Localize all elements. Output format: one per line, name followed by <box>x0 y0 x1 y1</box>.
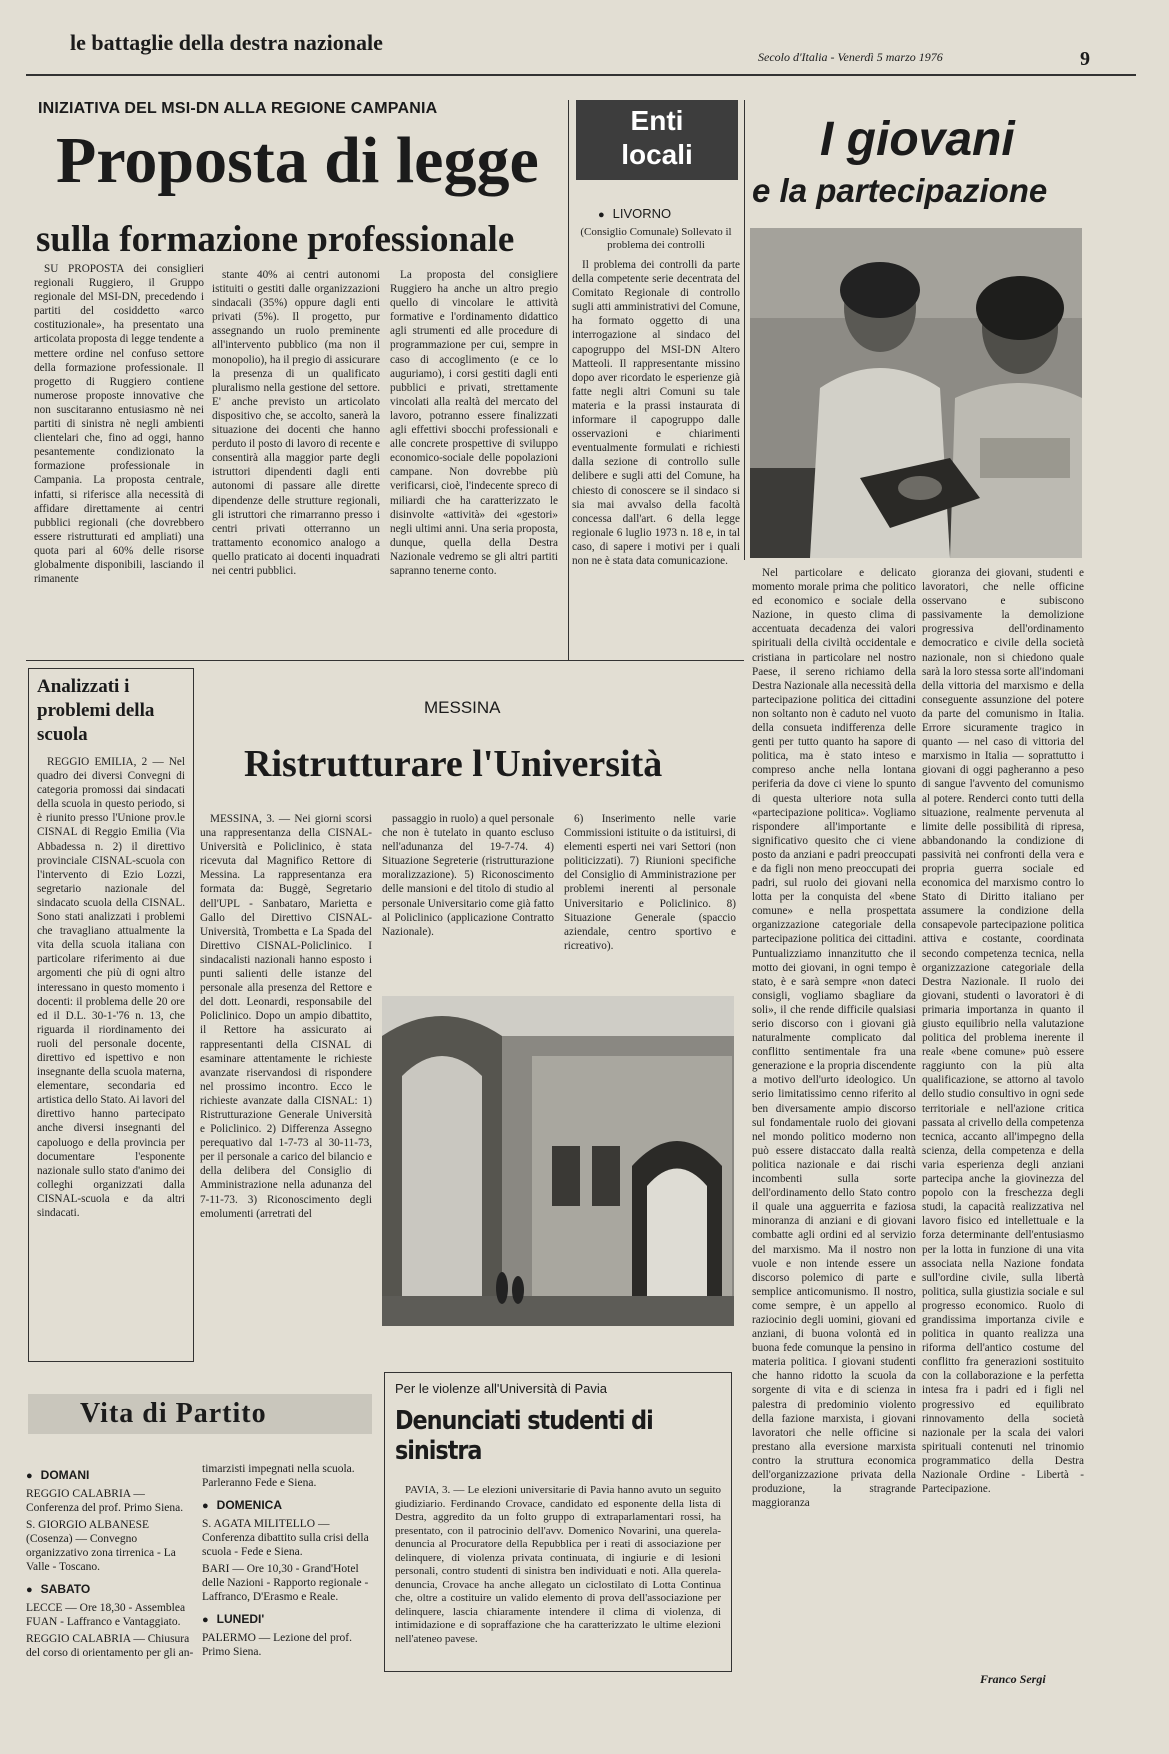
enti-sub: (Consiglio Comunale) Sollevato il problema dei controlli <box>580 226 732 251</box>
universita-col-3 <box>564 812 736 992</box>
giovani-col-2 <box>922 566 1084 1668</box>
vita-partito-title: Vita di Partito <box>80 1398 267 1429</box>
scuola-body <box>37 755 185 1355</box>
calendar-day: ● LUNEDI' <box>202 1612 372 1627</box>
masthead-rule <box>26 74 1136 76</box>
enti-place <box>598 206 671 221</box>
col-divider <box>568 100 569 660</box>
calendar-event: S. AGATA MILITELLO — Conferenza dibattito sulla crisi della scuola - Fede e Siena. <box>202 1518 369 1558</box>
calendar-event: LECCE — Ore 18,30 - Assemblea FUAN - Laffranco e Vantaggiato. <box>26 1602 186 1628</box>
enti-place-text: LIVORNO <box>612 206 672 221</box>
giovani-col-2-text: gioranza dei giovani, studenti e lavoratori, che nelle officine osservano e subiscono passivamente la demolizione progressiva dell'ordinamento democratico e civile della società nazionale, non si chiedono quale sarà la loro stessa sorte all'indomani della vittoria del marxismo e della conseguente assunzione del potere da parte del comunismo in Italia. Errore sicuramente tragico in quanto — nel caso di vittoria del marxismo in Italia — soprattutto i giovani di oggi pagheranno a peso di sangue l'avvento del comunismo al potere. Renderci conto tutti della situazione, realmente pervenuta al limite delle possibilità di ripresa, abbandonando la condizione di passività nei confronti della vera e propria guerra sociale ed economica del marxismo contro lo Stato di Diritto italiano per assumere la condizione della consapevole partecipazione politica attiva e costante, coordinata secondo competenza tecnica, nella organizzazione categoriale della Destra Nazionale. Il ruolo dei giovani, studenti o lavoratori è di primaria importanza in quanto il giusto equilibrio nella valutazione politica del problema inerente il reale «bene comune» può essere raggiunto con la più alta qualificazione, se attorno al tavolo dello studio consultivo in ogni sede territoriale e nell'azione critica passata al crivello della competenza tecnica, accanto all'impegno della scienza, della competenza e della varia esperienza degli anziani partecipa anche la giovinezza del popolo con la freschezza degli studi, la capacità realizzativa nel lavoro fisico ed intellettuale e la forza determinante dell'entusiasmo per la lotta in funzione di una vita associata nella Nazione fondata sull'ordine civile, sulla libertà politica, sulla giustizia sociale e sul progresso economico. Ruolo di grandissima importanza civile e politica in quanto realizza una riforma dell'antico costume del conflitto fra generazioni sostituito con la collaborazione e la perfetta intesa fra i padri ed i figli nel progressivo ed equilibrato rinnovamento della società nazionale per la scala dei valori spirituali contenuti nel trinomio programmatico della Destra Nazionale Ordine - Libertà - Partecipazione. <box>922 567 1084 1496</box>
section-title: le battaglie della destra nazionale <box>70 30 383 55</box>
calendar-day: ● DOMANI <box>26 1468 196 1483</box>
legge-col-1-text: SU PROPOSTA dei consiglieri regionali Ruggiero, il Gruppo regionale del MSI-DN, precedendo i partiti del cosiddetto «arco costituzionale», ha presentato una articolata proposta di legge tendente a mettere ordine nel confuso settore della formazione professionale. Il progetto di Ruggiero contiene numerose proposte innovative che non suscitaranno entusiasmo nè nei partiti di sinistra nè negli ambienti clientelari che, fino ad oggi, hanno pesantemente condizionato la formazione professionale in Campania. La proposta centrale, infatti, si riferisce alla necessità di affidare direttamente ai centri pubblici regionali (che dovrebbero essere ristrutturati ed ampliati) una quota pari al 60% delle risorse globalmente disponibili, lasciando il rimanente <box>34 263 204 586</box>
pavia-title: Denunciati studenti di sinistra <box>395 1406 653 1466</box>
section-rule <box>26 660 744 661</box>
giovani-col-1 <box>752 566 916 1686</box>
calendar-event: timarzisti impegnati nella scuola. Parleranno Fede e Siena. <box>202 1463 355 1489</box>
giovani-photo <box>750 228 1082 558</box>
legge-col-3 <box>390 268 558 652</box>
col-divider <box>744 100 745 560</box>
universita-col-2 <box>382 812 554 992</box>
enti-badge-line2: locali <box>621 139 693 170</box>
giovani-subtitle: e la partecipazione <box>752 172 1048 209</box>
calendar-event: PALERMO — Lezione del prof. Primo Siena. <box>202 1632 353 1658</box>
enti-badge-line1: Enti <box>630 105 684 136</box>
universita-title: Ristrutturare l'Università <box>244 743 663 785</box>
giovani-col-1-text: Nel particolare e delicato momento morale prima che politico ed economico e sociale della Nazione, in questo clima di accentuata decadenza dei valori spirituali della civiltà occidentale e cristiana in particolare nel nostro Paese, il sereno richiamo della Destra Nazionale alla necessità della partecipazione politica dei cittadini non soltanto non è caduto nel vuoto della consueta indifferenza delle genti per tutto quanto ha sapore di politica, ma è stato inteso e compreso anche nella lontana periferia da dove ci viene lo spunto di questa ulteriore nota sulla «partecipazione politica». Vogliamo rispondere all'importante e significativo quesito che ci viene posto da anziani e padri preoccupati e da figli non meno preoccupati dei padri, sul ruolo dei giovani nella lotta per la conquista del «bene comune» e nella prospettata organizzazione categoriale della partecipazione politica dei cittadini. Puntualizziamo innanzitutto che il motto dei giovani, in ogni tempo è stato, è e sarà sempre «non dateci consigli, vogliamo sbagliare da soli», il che rende difficile qualsiasi serio discorso con i giovani già naturalmente complicato dal conflitto sentimentale fra una generazione e la propria discendente a motivo dell'urto ideologico. Un serio limitatissimo cenno riferito al ben diversamente ampio discorso sul fondamentale ruolo dei giovani nel mondo politico moderno non può essere distaccato dalla realtà politica nazionale e dai rischi incombenti sulla sorte dell'ordinamento dello Stato contro il quale una agguerrita e faziosa minoranza di anziani e di giovani combatte agli ordini ed al servizio del marxismo. Ma il nostro non vuole e non intende essere un discorso polemico di parte e semplice anticomunismo. Il nostro, come sempre, è un appello al raziocinio degli uomini, giovani ed anziani, di buona volontà ed in buona fede comunque la pensino in materia politica. I giovani studenti che hanno ridotto la scuola da sorgente di vita e di scienza in palestra di predominio violento della fazione marxista, i giovani lavoratori che nelle officine si prestano alla eversione marxista contro la struttura economica dell'organizzazione privata della produzione, la stragrande maggioranza <box>752 567 916 1510</box>
calendar-event: REGGIO CALABRIA — Conferenza del prof. Primo Siena. <box>26 1488 184 1514</box>
pavia-box <box>384 1372 732 1672</box>
calendar-event: S. GIORGIO ALBANESE (Cosenza) — Convegno organizzativo zona tirrenica - La Valle - Toscano. <box>26 1519 176 1573</box>
pavia-body-text: PAVIA, 3. — Le elezioni universitarie di Pavia hanno avuto un seguito giudiziario. Ferdinando Crovace, candidato ed esponente della lista di Destra, aggredito da un folto gruppo di extraparlamentari rossi, ha presentato, con il patrocinio dell'avv. Domenico Novarini, una querela-denuncia al Procuratore della Repubblica per i reati di associazione per delinquere, di violenza privata continuata, di ingiurie e di lesioni personali, contro studenti di sinistra ben individuati e noti. Alla querela-denuncia, Crovace ha anche allegato un ciclostilato di Lotta Continua che, oltre a costituire un valido elemento di prova dell'associazione per delinquere, lascia chiaramente intendere il clima di violenza, di intimidazione e di sopraffazione che ha caratterizzato le ultime elezioni nell'ateneo pavese. <box>395 1484 721 1645</box>
giovani-title: I giovani <box>820 113 1015 166</box>
universita-col-1-text: MESSINA, 3. — Nei giorni scorsi una rappresentanza della CISNAL-Università e Policlinico, è stata ricevuta dal Magnifico Rettore di Messina. La rappresentanza era formata da: Buggè, Segretario dell'UPL - Sanbataro, Marietta e Gallo del Direttivo CISNAL-Università, Trombetta e La Spada del Direttivo CISNAL-Policlinico. I sindacalisti nazionali hanno esposto i punti salienti delle istanze del personale alla presenza del Rettore e del dott. Leonardi, responsabile del Policlinico. Dopo un ampio dibattito, il Rettore ha assicurato ai rappresentanti della CISNAL di esaminare attentamente le richieste avanzate riservandosi di rispondere nel prossimo incontro. Ecco le richieste avanzate dalla CISNAL: 1) Ristrutturazione Generale Università e Policlinico. 2) Differenza Assegno perequativo dal 1-7-73 al 30-11-73, per il personale a carico del bilancio e della delibera del Consiglio di Amministrazione nella adunanza del 7-11-73. 3) Riconoscimento degli emolumenti (arretrati del <box>200 813 372 1220</box>
scuola-body-text: REGGIO EMILIA, 2 — Nel quadro dei diversi Convegni di categoria promossi dai sindacati della scuola in questo periodo, si è riunito presso l'Unione prov.le CISNAL di Reggio Emilia (Via Abbadessa n. 2) il direttivo provinciale CISNAL-scuola con l'intervento di Ezio Lozzi, segretario nazionale del sindacato scuola della CISNAL. Sono stati analizzati i problemi che travagliano attualmente la vita della scuola italiana con particolare riferimento ai due argomenti che più di ogni altro interessano in questo momento i docenti: il problema delle 20 ore ed il D.L. 30-1-'76 n. 13, che riguarda il riordinamento dei ruoli del personale docente, direttivo ed ispettivo e non insegnante della scuola materna, elementare, secondaria ed artistica dello Stato. Ai lavori del direttivo hanno partecipato anche diversi insegnanti del capoluogo e della provincia per documentare l'esponente nazionale sullo stato d'animo dei colleghi organizzati dalla CISNAL-scuola e da altri sindacati. <box>37 756 185 1219</box>
universita-col-3-text: 6) Inserimento nelle varie Commissioni istituite o da istituirsi, di elementi esperti nei vari Settori (non politicizzati). 7) Riunioni specifiche del Consiglio di Amministrazione per problemi inerenti al personale Universitario e Policlinico. 8) Situazione Generale (spaccio aziendale, centro sportivo e ricreativo). <box>564 813 736 952</box>
universita-photo <box>382 996 734 1326</box>
dateline: Secolo d'Italia - Venerdì 5 marzo 1976 <box>758 50 943 64</box>
vita-partito-col-2 <box>202 1462 372 1732</box>
universita-col-1 <box>200 812 372 1342</box>
enti-locali-badge <box>576 100 738 180</box>
legge-subtitle: sulla formazione professionale <box>36 219 515 260</box>
scuola-box <box>28 668 194 1362</box>
legge-col-3-text: La proposta del consigliere Ruggiero ha anche un altro pregio quello di vincolare le attività formative e l'ordinamento didattico agli strumenti ed alle procedure di programmazione per cui, sempre in caso di accoglimento (e ce lo auguriamo), i corsi gestiti dagli enti pubblici e privati, strettamente vincolati alla realtà del mercato del lavoro, potranno essere finalizzati agli effettivi sbocchi professionali e alle concrete prospettive di sviluppo economico-sociale delle popolazioni campane. Non dovrebbe più verificarsi, cioè, l'indecente spreco di miliardi che ha caratterizzato le disinvolte «attività» dei «gestori» negli ultimi anni. Una seria proposta, dunque, quella della Destra Nazionale vedremo se gli altri partiti sapranno tenerne conto. <box>390 269 558 577</box>
calendar-event: BARI — Ore 10,30 - Grand'Hotel delle Nazioni - Rapporto regionale - Laffranco, D'Erasmo e Reale. <box>202 1563 369 1603</box>
young-men-image <box>750 228 1082 558</box>
vita-partito-col-1 <box>26 1460 196 1730</box>
legge-col-1 <box>34 262 204 652</box>
legge-col-2 <box>212 268 380 652</box>
scuola-title: Analizzati i problemi della scuola <box>37 676 155 745</box>
legge-kicker: INIZIATIVA DEL MSI-DN ALLA REGIONE CAMPANIA <box>38 100 438 117</box>
arcade-image <box>382 996 734 1326</box>
legge-title: Proposta di legge <box>56 124 539 197</box>
universita-kicker: MESSINA <box>424 698 501 717</box>
legge-col-2-text: stante 40% ai centri autonomi istituiti o gestiti dalle organizzazioni sindacali (35%) oppure dagli enti privati (5%). Il progetto, pur assegnando un ruolo preminente all'intervento pubblico (ma non il monopolio), ha il pregio di assicurare la presenza di un qualificato pluralismo nella gestione del settore. E' anche previsto un articolato dispositivo che, se accolto, sanerà la situazione dei docenti che hanno perduto il posto di lavoro di recente e consentirà alla maggior parte degli istruttori dipendenti dagli enti autonomi di passare alle dirette dipendenze delle strutture regionali, gli istruttori che rimarranno presso i centri privati otterranno un trattamento economico analogo a quello praticato ai docenti inquadrati nei centri pubblici. <box>212 269 380 577</box>
universita-col-2-text: passaggio in ruolo) a quel personale che non è tutelato in quanto escluso nell'adunanza del 19-7-74. 4) Situazione Segreterie (ristrutturazione moralizzazione). 5) Riconoscimento delle mansioni e del titolo di studio al personale Universitario come già fatto al Policlinico (applicazione Contratto Nazionale). <box>382 813 554 938</box>
page-number: 9 <box>1080 48 1090 70</box>
vita-partito-banner <box>28 1394 372 1434</box>
giovani-signature: Franco Sergi <box>980 1672 1046 1686</box>
calendar-day: ● DOMENICA <box>202 1498 372 1513</box>
calendar-event: REGGIO CALABRIA — Chiusura del corso di orientamento per gli an- <box>26 1633 194 1659</box>
pavia-kicker: Per le violenze all'Università di Pavia <box>395 1381 608 1396</box>
enti-body-text: Il problema dei controlli da parte della competente serie decentrata del Comitato Regionale di controllo sugli atti amministrativi del Comune, ha formato oggetto di una interrogazione al sindaco del capogruppo del MSI-DN Altero Matteoli. Il rappresentante missino dopo aver ricordato le esperienze già fatte negli altri Comuni su tale materia e la prassi instaurata di informare il capogruppo dalle osservazioni e chiarimenti eventualmente formulati e richiesti dalla sezione di controllo sulle delibere e sugli atti del Comune, ha chiesto di conoscere se il sindaco si sia mai avvalso della facoltà concessa dall'art. 6 della legge regionale 6 luglio 1973 n. 18 e, in tal caso, di sapere i motivi per i quali non ne è stata data comunicazione. <box>572 259 740 567</box>
enti-body <box>572 258 740 654</box>
pavia-body <box>395 1484 721 1684</box>
calendar-day: ● SABATO <box>26 1582 196 1597</box>
